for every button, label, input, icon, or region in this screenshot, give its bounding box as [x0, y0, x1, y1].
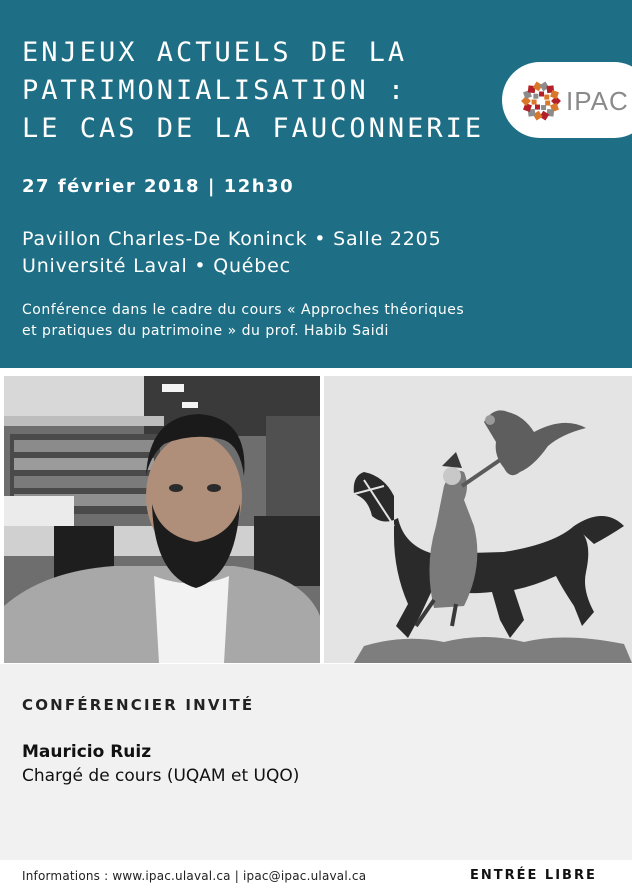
logo-petal: [544, 95, 549, 100]
event-context: [22, 300, 464, 342]
speaker-heading: CONFÉRENCIER INVITÉ: [22, 696, 255, 714]
context-line-2: et pratiques du patrimoine » du prof. Habib Saidi: [22, 323, 389, 339]
ipac-logo: [502, 62, 632, 138]
portrait-illustration: [4, 376, 320, 663]
medieval-falconer-drawing: [324, 376, 632, 663]
speaker-portrait-photo: [4, 376, 320, 663]
logo-petal: [535, 105, 540, 110]
title-line-1: ENJEUX ACTUELS DE LA: [22, 37, 408, 68]
speaker-section: [0, 664, 632, 860]
logo-petal: [541, 105, 546, 110]
venue-line-1: Pavillon Charles-De Koninck • Salle 2205: [22, 228, 442, 250]
venue-line-2: Université Laval • Québec: [22, 255, 291, 277]
context-line-1: Conférence dans le cadre du cours « Approches théoriques: [22, 302, 465, 318]
event-header: [0, 0, 632, 368]
ipac-logo-text: IPAC: [566, 86, 629, 116]
logo-petal: [545, 101, 550, 106]
admission-label: ENTRÉE LIBRE: [470, 868, 597, 883]
logo-petal: [532, 100, 537, 105]
photo-strip: [0, 368, 632, 664]
speaker-role: Chargé de cours (UQAM et UQO): [22, 766, 300, 786]
footer: [0, 860, 632, 894]
falconer-illustration: [324, 376, 632, 663]
event-date: 27 février 2018 | 12h30: [22, 176, 295, 197]
footer-contact-info: Informations : www.ipac.ulaval.ca | ipac@ipac.ulaval.ca: [22, 869, 367, 883]
logo-petal: [533, 94, 538, 99]
title-line-3: LE CAS DE LA FAUCONNERIE: [22, 113, 485, 144]
ipac-logo-mark-icon: [520, 80, 562, 122]
speaker-name: Mauricio Ruiz: [22, 742, 152, 762]
event-venue: [22, 226, 441, 280]
title-line-2: PATRIMONIALISATION :: [22, 75, 408, 106]
event-title: [22, 34, 484, 148]
logo-petal: [539, 92, 544, 97]
